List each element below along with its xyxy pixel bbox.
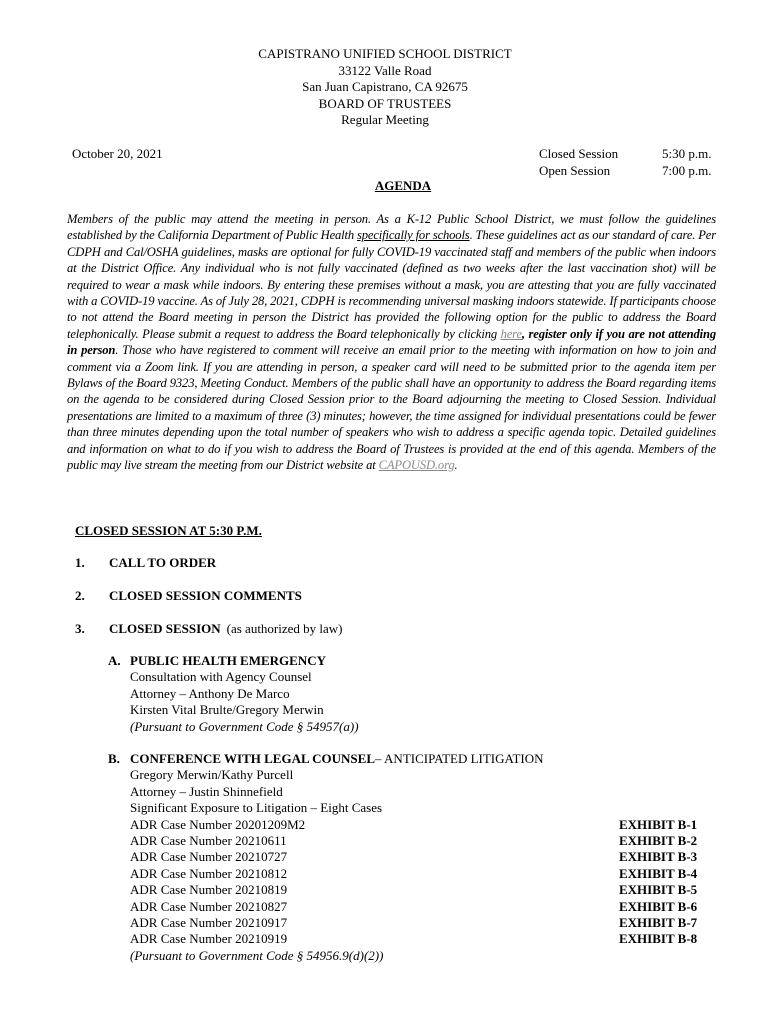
agenda-item-1 <box>75 555 216 571</box>
session-name: Closed Session <box>539 146 619 161</box>
case-row <box>108 866 697 882</box>
session-row-closed <box>539 146 711 163</box>
board-name: BOARD OF TRUSTEES <box>318 95 452 111</box>
subitem-citation: (Pursuant to Government Code § 54956.9(d)(2)) <box>130 947 384 963</box>
intro-text-3: . Those who have registered to comment will receive an email prior to the meeting with information on how to join and comment via a Zoom link. If you are attending in person, a speaker card will need to be submitted prior to the agenda item per Bylaws of the Board 9323, Meeting Conduct. Members of the public shall have an opportunity to address the Board regarding items on the agenda to be considered during Closed Session prior to the Board adjourning the meeting to Closed Session. Individual presentations are limited to a maximum of three (3) minutes; however, the time assigned for individual presentations could be fewer than three minutes depending upon the total number of speakers who wish to address a specific agenda topic. Detailed guidelines and information on what to do if you wish to address the Board of Trustees is provided at the end of this agenda. Members of the public may live stream the meeting from our District website at <box>67 343 716 473</box>
subitem-line: Significant Exposure to Litigation – Eight Cases <box>130 800 383 816</box>
exhibit-label: EXHIBIT B-8 <box>619 931 698 947</box>
case-row <box>108 817 697 833</box>
agenda-item-3 <box>75 621 343 637</box>
case-row <box>108 931 697 947</box>
intro-text-2: . These guidelines act as our standard of care. Per CDPH and Cal/OSHA guidelines, masks are optional for fully COVID-19 vaccinated staff and members of the public when indoors at the District Office. Any individual who is not fully vaccinated (defined as two weeks after the last vaccination shot) will be required to wear a mask while indoors. By entering these premises without a mask, you are attesting that you are fully vaccinated with a COVID-19 vaccine. As of July 28, 2021, CDPH is recommending universal masking indoors statewide. If participants choose to not attend the Board meeting in person the District has provided the following option for the public to address the Board telephonically. Please submit a request to address the Board telephonically by clicking <box>67 228 716 341</box>
subitem-a <box>108 653 359 735</box>
closed-session-title: CLOSED SESSION AT 5:30 P.M. <box>75 523 262 538</box>
exhibit-label: EXHIBIT B-6 <box>619 898 698 914</box>
subitem-heading <box>108 751 697 767</box>
item-note: (as authorized by law) <box>226 621 343 636</box>
exhibit-label: EXHIBIT B-2 <box>619 833 698 849</box>
intro-paragraph <box>67 211 716 474</box>
subitem-line: Gregory Merwin/Kathy Purcell <box>130 767 294 783</box>
specifically-for-schools-link[interactable]: specifically for schools <box>357 228 470 243</box>
case-number: ADR Case Number 20210917 <box>130 915 288 931</box>
case-row <box>108 849 697 865</box>
item-number: 1. <box>75 555 85 570</box>
case-number: ADR Case Number 20210919 <box>130 931 288 947</box>
item-label: CLOSED SESSION COMMENTS <box>109 588 302 603</box>
district-name: CAPISTRANO UNIFIED SCHOOL DISTRICT <box>258 46 512 61</box>
session-time: 7:00 p.m. <box>662 162 712 178</box>
subitem-line: Attorney – Justin Shinnefield <box>130 783 283 799</box>
subitem-letter: A. <box>108 653 121 668</box>
session-times <box>539 146 711 179</box>
case-row <box>108 899 697 915</box>
intro-text-4: . <box>454 458 458 473</box>
subitem-line: Kirsten Vital Brulte/Gregory Merwin <box>130 702 324 718</box>
subitem-line: Consultation with Agency Counsel <box>130 669 312 685</box>
meeting-type: Regular Meeting <box>341 112 429 127</box>
subitem-title-rest: – ANTICIPATED LITIGATION <box>375 751 544 766</box>
case-number: ADR Case Number 20210727 <box>130 849 288 865</box>
here-link[interactable]: here <box>500 326 522 341</box>
item-number: 2. <box>75 588 85 603</box>
exhibit-label: EXHIBIT B-7 <box>619 915 698 931</box>
case-number: ADR Case Number 20210827 <box>130 898 288 914</box>
address-line-2: San Juan Capistrano, CA 92675 <box>302 79 468 94</box>
document-header <box>0 46 770 129</box>
case-number: ADR Case Number 20201209M2 <box>130 816 306 832</box>
case-row <box>108 833 697 849</box>
subitem-heading <box>108 653 359 669</box>
subitem-line: Attorney – Anthony De Marco <box>130 685 290 701</box>
capousd-link[interactable]: CAPOUSD.org <box>378 458 455 473</box>
subitem-title: PUBLIC HEALTH EMERGENCY <box>130 653 326 668</box>
item-number: 3. <box>75 621 85 636</box>
exhibit-label: EXHIBIT B-1 <box>619 816 698 832</box>
subitem-title: CONFERENCE WITH LEGAL COUNSEL <box>130 751 376 766</box>
session-time: 5:30 p.m. <box>662 146 712 161</box>
case-number: ADR Case Number 20210812 <box>130 865 288 881</box>
session-name: Open Session <box>539 162 611 178</box>
meeting-date: October 20, 2021 <box>72 146 163 161</box>
case-row <box>108 915 697 931</box>
intro-text-1: Members of the public may attend the meeting in person. As a K-12 Public School District, we must follow the guidelines established by the California Department of Public Health <box>67 212 716 243</box>
exhibit-label: EXHIBIT B-4 <box>619 865 698 881</box>
subitem-b <box>108 751 697 964</box>
address-line-1: 33122 Valle Road <box>338 62 432 78</box>
subitem-letter: B. <box>108 751 120 766</box>
session-row-open <box>539 163 711 180</box>
item-label: CLOSED SESSION <box>109 621 221 636</box>
case-number: ADR Case Number 20210819 <box>130 882 288 898</box>
subitem-citation: (Pursuant to Government Code § 54957(a)) <box>130 718 359 734</box>
exhibit-label: EXHIBIT B-5 <box>619 882 698 898</box>
case-row <box>108 882 697 898</box>
item-label: CALL TO ORDER <box>109 555 217 570</box>
case-number: ADR Case Number 20210611 <box>130 833 287 849</box>
register-notice: , register only if you are not attending in person <box>67 326 716 358</box>
agenda-title: AGENDA <box>374 178 432 193</box>
agenda-item-2 <box>75 588 302 604</box>
exhibit-label: EXHIBIT B-3 <box>619 849 698 865</box>
